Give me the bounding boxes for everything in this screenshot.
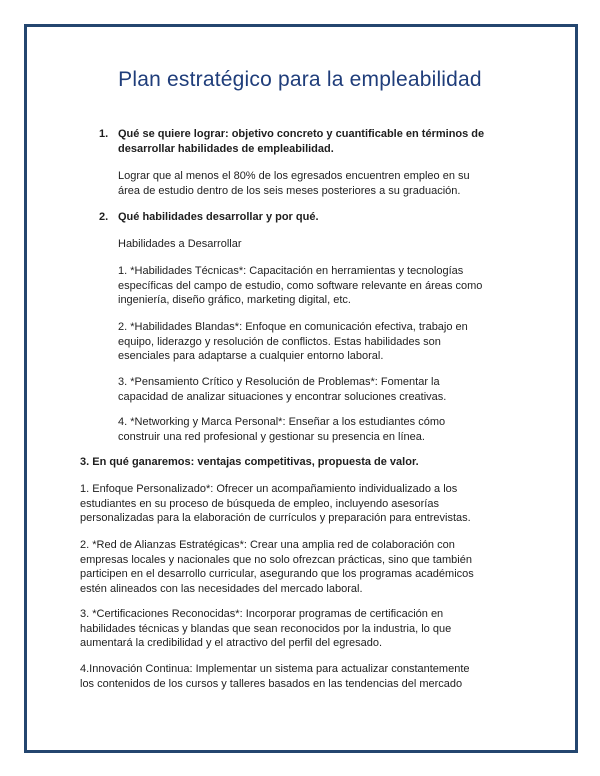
section1-number: 1. [99,128,109,140]
section2-subtitle: Habilidades a Desarrollar [118,238,242,250]
section1-heading: Qué se quiere lograr: objetivo concreto y cuantificable en términos de desarrollar habilidades de empleabilidad. [118,128,485,155]
section2-heading: Qué habilidades desarrollar y por qué. [118,211,319,223]
skill-item: 2. *Habilidades Blandas*: Enfoque en comunicación efectiva, trabajo en equipo, liderazgo y resolución de conflictos. Estas habilidades son esenciales para adaptarse a cualquier entorno laboral. [118,321,468,362]
advantage-item: 4.Innovación Continua: Implementar un sistema para actualizar constantemente los contenidos de los cursos y talleres basados en las tendencias del mercado [80,663,470,690]
section3-heading: 3. En qué ganaremos: ventajas competitivas, propuesta de valor. [80,456,419,468]
advantage-item: 2. *Red de Alianzas Estratégicas*: Crear una amplia red de colaboración con empresas locales y nacionales que no solo ofrezcan prácticas, sino que también participen en el desarrollo curricular, asegurando que los programas académicos estén alineados con las necesidades del mercado laboral. [80,539,474,595]
page-title: Plan estratégico para la empleabilidad [118,68,482,91]
section1-body: Lograr que al menos el 80% de los egresados encuentren empleo en su área de estudio dentro de los seis meses posteriores a su graduación. [118,170,470,197]
advantage-item: 3. *Certificaciones Reconocidas*: Incorporar programas de certificación en habilidades técnicas y blandas que sean reconocidos por la industria, lo que aumentará la credibilidad y el atractivo del perfil del egresado. [80,608,452,649]
skill-item: 4. *Networking y Marca Personal*: Enseñar a los estudiantes cómo construir una red profesional y gestionar su presencia en línea. [118,416,446,443]
section2-number: 2. [99,211,109,223]
skill-item: 1. *Habilidades Técnicas*: Capacitación en herramientas y tecnologías específicas del campo de estudio, como software relevante en áreas como ingeniería, diseño gráfico, marketing digital, etc. [118,265,483,306]
skill-item: 3. *Pensamiento Crítico y Resolución de Problemas*: Fomentar la capacidad de analizar situaciones y encontrar soluciones creativas. [118,376,447,403]
advantage-item: 1. Enfoque Personalizado*: Ofrecer un acompañamiento individualizado a los estudiantes en su proceso de búsqueda de empleo, incluyendo asesorías personalizadas para la elaboración de currículos y preparación para entrevistas. [80,483,471,524]
